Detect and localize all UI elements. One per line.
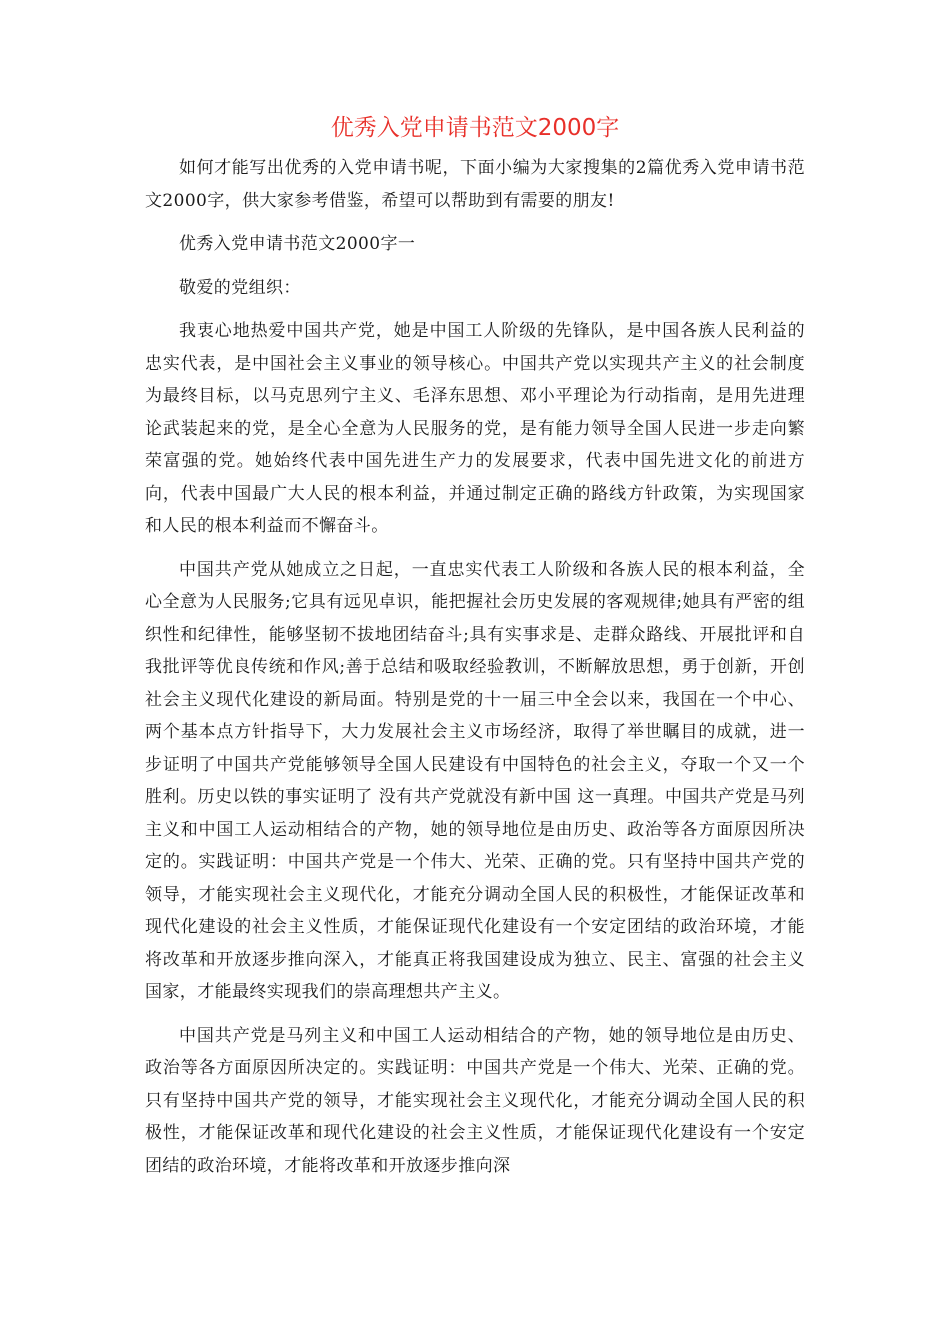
body-paragraph-1: 我衷心地热爱中国共产党，她是中国工人阶级的先锋队，是中国各族人民利益的忠实代表，是中国社会主义事业的领导核心。中国共产党以实现共产主义的社会制度为最终目标，以马克思列宁主义、毛泽东思想、邓小平理论为行动指南，是用先进理论武装起来的党，是全心全意为人民服务的党，是有能力领导全国人民进一步走向繁荣富强的党。她始终代表中国先进生产力的发展要求，代表中国先进文化的前进方向，代表中国最广大人民的根本利益，并通过制定正确的路线方针政策，为实现国家和人民的根本利益而不懈奋斗。 <box>145 321 805 536</box>
salutation: 敬爱的党组织： <box>179 277 301 298</box>
document-title: 优秀入党申请书范文2000字 <box>330 115 620 141</box>
body-paragraph-2: 中国共产党从她成立之日起，一直忠实代表工人阶级和各族人民的根本利益，全心全意为人民服务;它具有远见卓识，能把握社会历史发展的客观规律;她具有严密的组织性和纪律性，能够坚韧不拔地团结奋斗;具有实事求是、走群众路线、开展批评和自我批评等优良传统和作风;善于总结和吸取经验教训，不断解放思想，勇于创新，开创社会主义现代化建设的新局面。特别是党的十一届三中全会以来，我国在一个中心、两个基本点方针指导下，大力发展社会主义市场经济，取得了举世瞩目的成就，进一步证明了中国共产党能够领导全国人民建设有中国特色的社会主义，夺取一个又一个胜利。历史以铁的事实证明了 没有共产党就没有新中国 这一真理。中国共产党是马列主义和中国工人运动相结合的产物，她的领导地位是由历史、政治等各方面原因所决定的。实践证明：中国共产党是一个伟大、光荣、正确的党。只有坚持中国共产党的领导，才能实现社会主义现代化，才能充分调动全国人民的积极性，才能保证改革和现代化建设的社会主义性质，才能保证现代化建设有一个安定团结的政治环境，才能将改革和开放逐步推向深入，才能真正将我国建设成为独立、民主、富强的社会主义国家，才能最终实现我们的崇高理想共产主义。 <box>145 559 805 1002</box>
body-paragraph-3: 中国共产党是马列主义和中国工人运动相结合的产物，她的领导地位是由历史、政治等各方面原因所决定的。实践证明：中国共产党是一个伟大、光荣、正确的党。只有坚持中国共产党的领导，才能实现社会主义现代化，才能充分调动全国人民的积极性，才能保证改革和现代化建设的社会主义性质，才能保证现代化建设有一个安定团结的政治环境，才能将改革和开放逐步推向深 <box>145 1025 805 1176</box>
intro-paragraph: 如何才能写出优秀的入党申请书呢，下面小编为大家搜集的2篇优秀入党申请书范文2000字，供大家参考借鉴，希望可以帮助到有需要的朋友! <box>145 158 805 211</box>
document-page <box>145 110 805 1193</box>
section-heading: 优秀入党申请书范文2000字一 <box>179 234 416 254</box>
